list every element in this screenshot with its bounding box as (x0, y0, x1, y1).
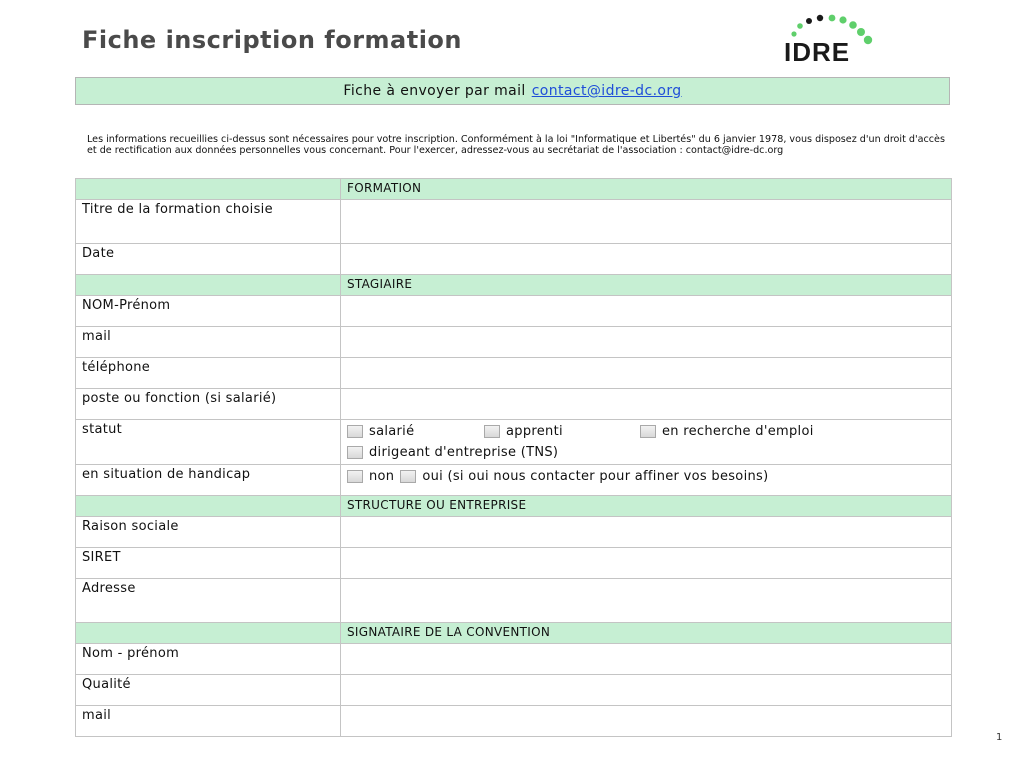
input-telephone[interactable] (341, 358, 952, 389)
option-handicap-oui: oui (si oui nous contacter pour affiner vos besoins) (422, 469, 769, 484)
label-date: Date (76, 244, 341, 275)
label-poste: poste ou fonction (si salarié) (76, 389, 341, 420)
row-sig-mail (76, 706, 952, 737)
row-sig-nom (76, 644, 952, 675)
label-sig-nom: Nom - prénom (76, 644, 341, 675)
label-handicap: en situation de handicap (76, 465, 341, 496)
privacy-notice: Les informations recueillies ci-dessus sont nécessaires pour votre inscription. Conformément à la loi "Informatique et Libertés" du 6 janvier 1978, vous disposez d'un droit d'accès et de rectification aux données personnelles vous concernant. Pour l'exercer, adressez-vous au secrétariat de l'association : contact@idre-dc.org (87, 134, 945, 156)
row-raison-sociale (76, 517, 952, 548)
option-apprenti: apprenti (506, 424, 563, 439)
input-titre-formation[interactable] (341, 200, 952, 244)
label-statut: statut (76, 420, 341, 465)
label-raison-sociale: Raison sociale (76, 517, 341, 548)
row-sig-qualite (76, 675, 952, 706)
section-spacer (76, 496, 341, 517)
input-raison-sociale[interactable] (341, 517, 952, 548)
section-title-stagiaire: STAGIAIRE (341, 275, 952, 296)
label-telephone: téléphone (76, 358, 341, 389)
row-siret (76, 548, 952, 579)
statut-options (341, 420, 952, 465)
row-handicap (76, 465, 952, 496)
section-title-signataire: SIGNATAIRE DE LA CONVENTION (341, 623, 952, 644)
idre-logo (780, 12, 890, 68)
row-date (76, 244, 952, 275)
section-spacer (76, 623, 341, 644)
row-nom-prenom (76, 296, 952, 327)
label-mail: mail (76, 327, 341, 358)
input-sig-qualite[interactable] (341, 675, 952, 706)
label-sig-qualite: Qualité (76, 675, 341, 706)
option-handicap-non: non (369, 469, 395, 484)
label-siret: SIRET (76, 548, 341, 579)
input-nom-prenom[interactable] (341, 296, 952, 327)
section-stagiaire (76, 275, 952, 296)
checkbox-handicap-oui[interactable] (400, 470, 416, 483)
row-adresse (76, 579, 952, 623)
label-nom-prenom: NOM-Prénom (76, 296, 341, 327)
section-title-structure: STRUCTURE OU ENTREPRISE (341, 496, 952, 517)
section-title-formation: FORMATION (341, 179, 952, 200)
checkbox-handicap-non[interactable] (347, 470, 363, 483)
handicap-options (341, 465, 952, 496)
svg-text:IDRE: IDRE (784, 37, 851, 67)
row-titre-formation (76, 200, 952, 244)
row-statut (76, 420, 952, 465)
row-mail (76, 327, 952, 358)
registration-form (75, 178, 952, 737)
label-sig-mail: mail (76, 706, 341, 737)
page-number: 1 (996, 732, 1003, 743)
checkbox-dirigeant[interactable] (347, 446, 363, 459)
input-siret[interactable] (341, 548, 952, 579)
input-poste[interactable] (341, 389, 952, 420)
row-telephone (76, 358, 952, 389)
input-adresse[interactable] (341, 579, 952, 623)
checkbox-recherche-emploi[interactable] (640, 425, 656, 438)
email-banner (75, 77, 950, 105)
input-sig-nom[interactable] (341, 644, 952, 675)
row-poste (76, 389, 952, 420)
section-formation (76, 179, 952, 200)
option-salarie: salarié (369, 424, 415, 439)
label-adresse: Adresse (76, 579, 341, 623)
section-spacer (76, 275, 341, 296)
page-title: Fiche inscription formation (82, 26, 463, 54)
option-recherche-emploi: en recherche d'emploi (662, 424, 814, 439)
label-titre-formation: Titre de la formation choisie (76, 200, 341, 244)
section-spacer (76, 179, 341, 200)
checkbox-apprenti[interactable] (484, 425, 500, 438)
checkbox-salarie[interactable] (347, 425, 363, 438)
email-link[interactable]: contact@idre-dc.org (531, 83, 682, 99)
input-mail[interactable] (341, 327, 952, 358)
input-date[interactable] (341, 244, 952, 275)
input-sig-mail[interactable] (341, 706, 952, 737)
option-dirigeant: dirigeant d'entreprise (TNS) (369, 445, 559, 460)
section-structure (76, 496, 952, 517)
section-signataire (76, 623, 952, 644)
banner-text: Fiche à envoyer par mail (343, 83, 526, 99)
